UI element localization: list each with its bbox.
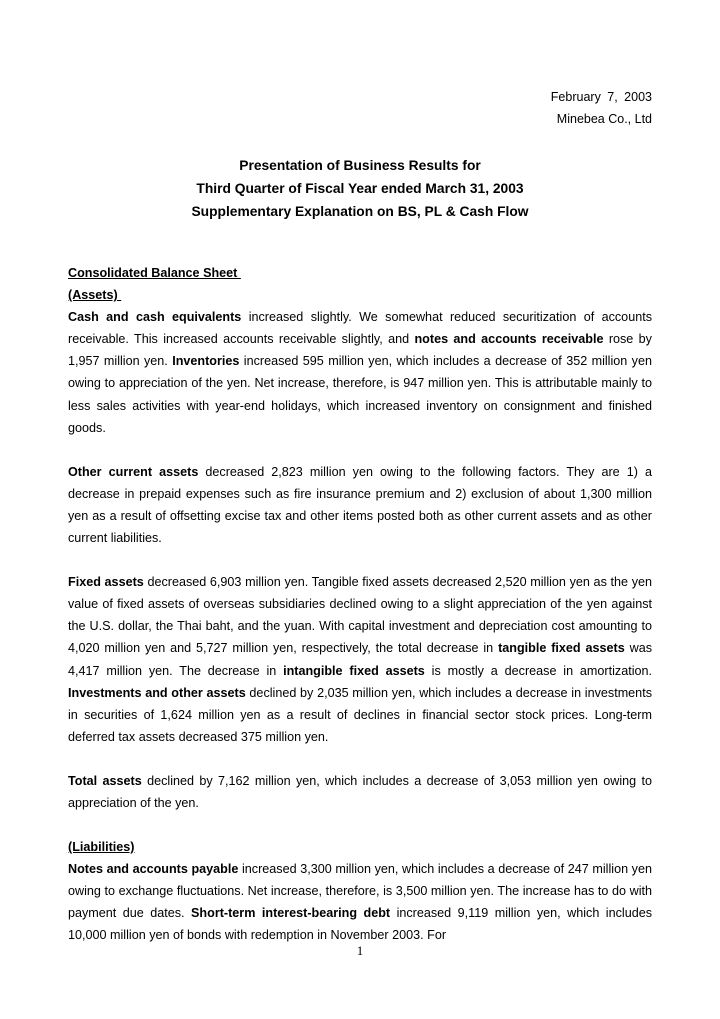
section-heading-liabilities: (Liabilities) xyxy=(68,840,135,855)
paragraph-gap xyxy=(68,748,652,770)
section-heading-assets: (Assets) xyxy=(68,288,122,303)
page-number: 1 xyxy=(356,943,364,958)
paragraph-liabilities: Notes and accounts payable increased 3,300 million yen, which includes a decrease of 247 million yen owing to exchange fluctuations. Net increase, therefore, is 3,500 million yen. The increase has to do with payment due dates. Short-term interest-bearing debt increased 9,119 million yen, which includes 10,000 million yen of bonds with redemption in November 2003. For xyxy=(68,862,653,943)
document-title xyxy=(0,154,720,223)
title-line-3: Supplementary Explanation on BS, PL & Cash Flow xyxy=(191,204,529,219)
paragraph-cash-receivables-inventories: Cash and cash equivalents increased slightly. We somewhat reduced securitization of accounts receivable. This increased accounts receivable slightly, and notes and accounts receivable rose by 1,957 million yen. Inventories increased 595 million yen, which includes a decrease of 352 million yen owing to appreciation of the yen. Net increase, therefore, is 947 million yen. This is attributable mainly to less sales activities with year-end holidays, which increased inventory on consignment and finished goods. xyxy=(68,310,652,435)
paragraph-gap xyxy=(68,439,652,461)
document-body xyxy=(68,262,652,947)
company-name: Minebea Co., Ltd xyxy=(556,112,652,126)
section-heading-balance-sheet: Consolidated Balance Sheet xyxy=(68,266,241,280)
title-line-1: Presentation of Business Results for xyxy=(239,158,481,173)
document-date: February 7, 2003 xyxy=(550,90,652,104)
paragraph-total-assets: Total assets declined by 7,162 million yen, which includes a decrease of 3,053 million yen owing to appreciation of the yen. xyxy=(68,773,652,810)
paragraph-other-current-assets: Other current assets decreased 2,823 million yen owing to the following factors. They are 1) a decrease in prepaid expenses such as fire insurance premium and 2) exclusion of about 1,300 million yen as a result of offsetting excise tax and other items posted both as other current assets and as other current liabilities. xyxy=(68,464,652,546)
paragraph-fixed-assets: Fixed assets decreased 6,903 million yen. Tangible fixed assets decreased 2,520 million yen as the yen value of fixed assets of overseas subsidiaries declined owing to a slight appreciation of the yen against the U.S. dollar, the Thai baht, and the yuan. With capital investment and depreciation cost amounting to 4,020 million yen and 5,727 million yen, respectively, the total decrease in tangible fixed assets was 4,417 million yen. The decrease in intangible fixed assets is mostly a decrease in amortization. Investments and other assets declined by 2,035 million yen, which includes a decrease in investments in securities of 1,624 million yen as a result of declines in financial sector stock prices. Long-term deferred tax assets decreased 375 million yen. xyxy=(68,575,652,744)
title-line-2: Third Quarter of Fiscal Year ended March 31, 2003 xyxy=(196,181,524,196)
paragraph-gap xyxy=(68,814,652,836)
paragraph-gap xyxy=(68,549,652,571)
